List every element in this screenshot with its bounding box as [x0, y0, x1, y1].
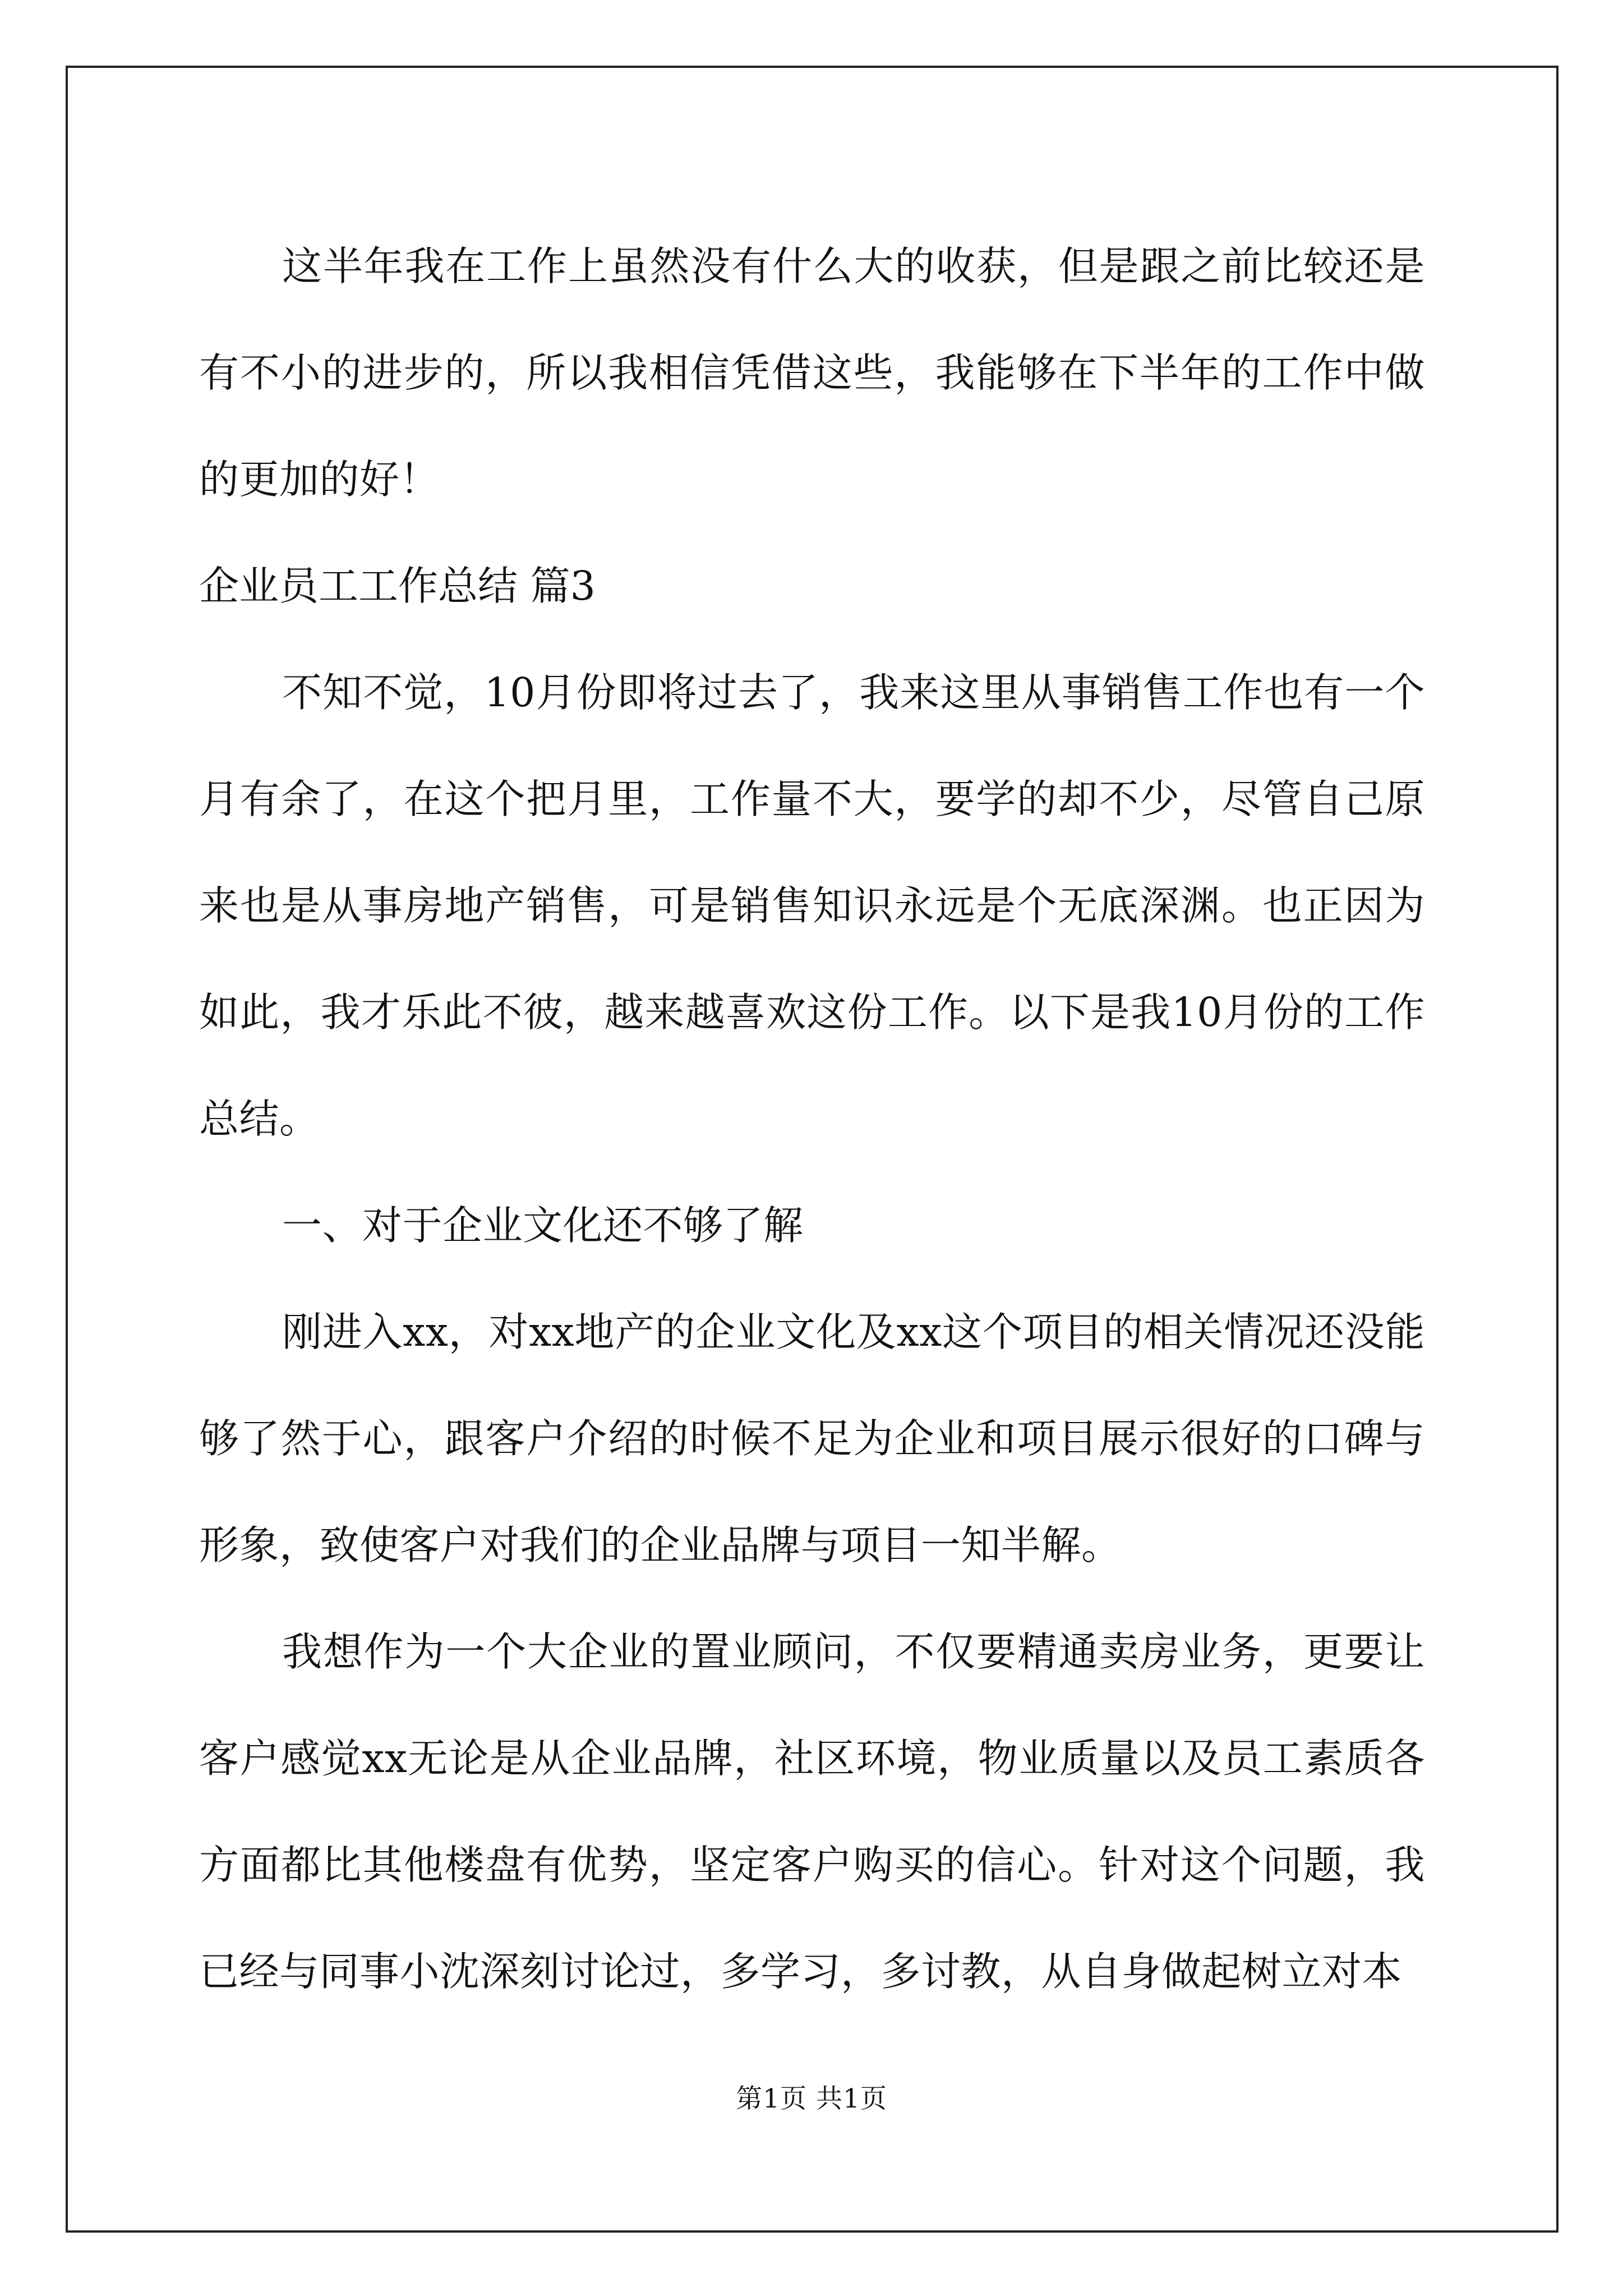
document-body — [199, 213, 1425, 2025]
subheading: 一、对于企业文化还不够了解 — [282, 1202, 804, 1249]
paragraph-intro: 这半年我在工作上虽然没有什么大的收获，但是跟之前比较还是有不小的进步的，所以我相信凭借这些，我能够在下半年的工作中做的更加的好！ — [199, 243, 1425, 503]
paragraph-consultant: 我想作为一个大企业的置业顾问，不仅要精通卖房业务，更要让客户感觉xx无论是从企业品牌，社区环境，物业质量以及员工素质各方面都比其他楼盘有优势，坚定客户购买的信心。针对这个问题，我已经与同事小沈深刻讨论过，多学习，多讨教，从自身做起树立对本 — [199, 1628, 1425, 1995]
page-footer: 第1页 共1页 — [736, 2083, 887, 2114]
section-title: 企业员工工作总结 篇3 — [199, 563, 596, 609]
paragraph-opening: 不知不觉，10月份即将过去了，我来这里从事销售工作也有一个月有余了，在这个把月里，工作量不大，要学的却不少，尽管自己原来也是从事房地产销售，可是销售知识永远是个无底深渊。也正因为如此，我才乐此不彼，越来越喜欢这份工作。以下是我10月份的工作总结。 — [199, 669, 1425, 1142]
paragraph-culture: 刚进入xx，对xx地产的企业文化及xx这个项目的相关情况还没能够了然于心，跟客户介绍的时候不足为企业和项目展示很好的口碑与形象，致使客户对我们的企业品牌与项目一知半解。 — [199, 1309, 1425, 1568]
